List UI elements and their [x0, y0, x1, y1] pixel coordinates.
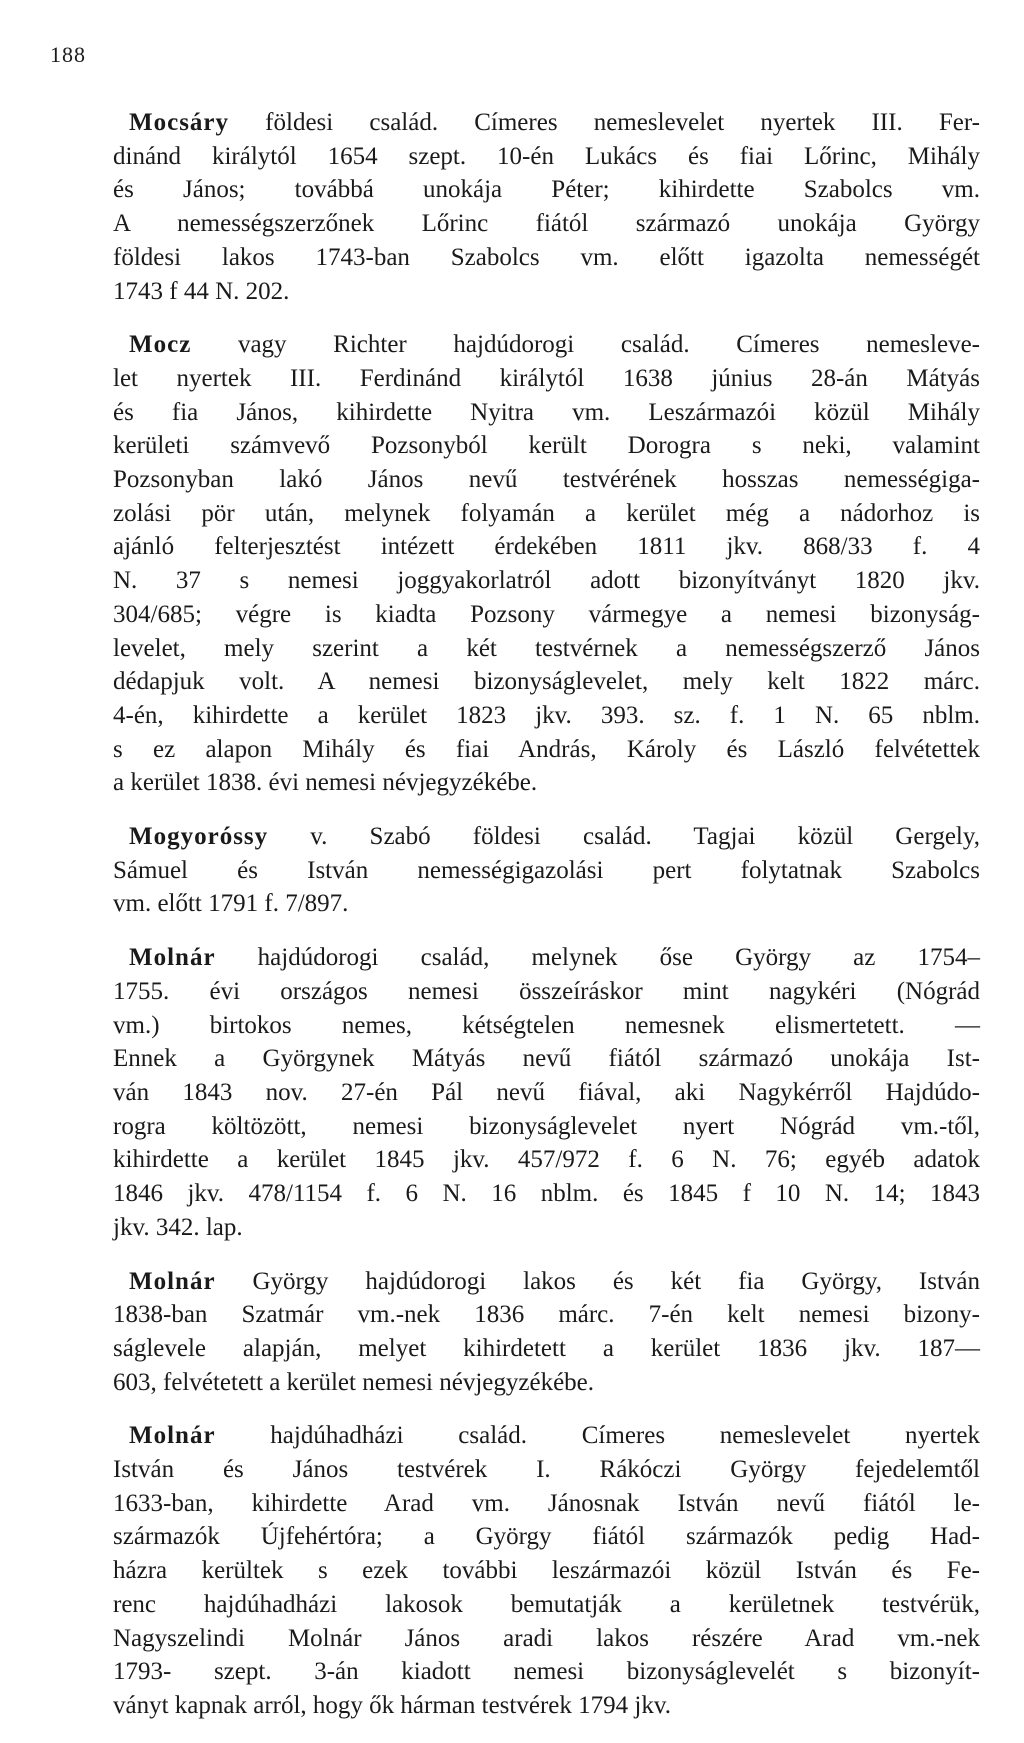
line-text: A nemességszerzőnek Lőrinc fiától származó unokája György [113, 210, 980, 238]
text-line [113, 1177, 980, 1211]
line-text: Ennek a Györgynek Mátyás nevű fiától származó unokája Ist- [113, 1045, 980, 1073]
text-line [113, 632, 980, 666]
line-text: Nagyszelindi Molnár János aradi lakos részére Arad vm.-nek [113, 1624, 980, 1652]
text-line [113, 1453, 980, 1487]
line-text: zolási pör után, melynek folyamán a kerület még a nádorhoz is [113, 499, 980, 527]
entry-headword: Mocsáry [129, 109, 230, 136]
line-text: ajánló felterjesztést intézett érdekében 1811 jkv. 868/33 f. 4 [113, 533, 980, 561]
line-text: 1743 f 44 N. 202. [113, 277, 290, 305]
line-text: hajdúdorogi család, melynek őse György az 1754– [215, 944, 980, 972]
text-line [113, 1554, 980, 1588]
line-text: s ez alapon Mihály és fiai András, Károly és László felvétettek [113, 735, 980, 763]
text-line [113, 1143, 980, 1177]
line-text: dinánd királytól 1654 szept. 10-én Lukács és fiai Lőrinc, Mihály [113, 142, 980, 170]
line-text: kerületi számvevő Pozsonyból került Dorogra s neki, valamint [113, 432, 980, 460]
line-text: ván 1843 nov. 27-én Pál nevű fiával, aki Nagykérről Hajdúdo- [113, 1078, 980, 1106]
line-text: földesi lakos 1743-ban Szabolcs vm. előtt igazolta nemességét [113, 243, 980, 271]
line-text: v. Szabó földesi család. Tagjai közül Gergely, [268, 823, 980, 851]
text-line [113, 564, 980, 598]
line-text: a kerület 1838. évi nemesi névjegyzékébe. [113, 769, 538, 797]
text-line [113, 1689, 980, 1723]
line-text: levelet, mely szerint a két testvérnek a nemességszerző János [113, 634, 980, 662]
line-text: István és János testvérek I. Rákóczi György fejedelemtől [113, 1456, 980, 1484]
line-text: György hajdúdorogi lakos és két fia György, István [215, 1267, 980, 1295]
text-line [113, 1265, 980, 1299]
line-text: 1838-ban Szatmár vm.-nek 1836 márc. 7-én kelt nemesi bizony- [113, 1301, 980, 1329]
line-text: renc hajdúhadházi lakosok bemutatják a kerületnek testvérük, [113, 1590, 980, 1618]
line-text: 1793- szept. 3-án kiadott nemesi bizonyságlevelét s bizonyít- [113, 1658, 980, 1686]
line-text: Pozsonyban lakó János nevű testvérének hosszas nemességiga- [113, 466, 980, 494]
text-line [113, 766, 980, 800]
text-line [113, 699, 980, 733]
text-line [113, 396, 980, 430]
line-text: 1846 jkv. 478/1154 f. 6 N. 16 nblm. és 1845 f 10 N. 14; 1843 [113, 1180, 980, 1208]
text-line [113, 1009, 980, 1043]
line-text: kihirdette a kerület 1845 jkv. 457/972 f. 6 N. 76; egyéb adatok [113, 1146, 980, 1174]
entry-headword: Molnár [129, 944, 216, 972]
line-text: 4-én, kihirdette a kerület 1823 jkv. 393. sz. f. 1 N. 65 nblm. [113, 701, 980, 729]
line-text: 603, felvétetett a kerület nemesi névjegyzékébe. [113, 1368, 595, 1396]
entry-headword: Molnár [129, 1422, 216, 1450]
text-line [113, 1622, 980, 1656]
line-text: és János; továbbá unokája Péter; kihirdette Szabolcs vm. [113, 176, 980, 204]
entry-paragraph [113, 1265, 980, 1400]
text-line [113, 1211, 980, 1245]
text-line [113, 1366, 980, 1400]
line-text: földesi család. Címeres nemeslevelet nyertek III. Fer- [229, 109, 980, 136]
text-line [113, 1042, 980, 1076]
entry-paragraph [113, 106, 980, 308]
entry-paragraph [113, 328, 980, 800]
text-line [113, 820, 980, 854]
text-line [113, 140, 980, 174]
line-text: 1633-ban, kihirdette Arad vm. Jánosnak István nevű fiától le- [113, 1489, 980, 1517]
text-line [113, 328, 980, 362]
entry-headword: Mocz [129, 331, 192, 359]
line-text: házra kerültek s ezek további leszármazói közül István és Fe- [113, 1557, 980, 1585]
text-line [113, 1588, 980, 1622]
entry-paragraph [113, 820, 980, 921]
text-line [113, 1419, 980, 1453]
line-text: dédapjuk volt. A nemesi bizonyságlevelet, mely kelt 1822 márc. [113, 668, 980, 696]
line-text: jkv. 342. lap. [113, 1213, 243, 1241]
text-line [113, 887, 980, 921]
line-text: vagy Richter hajdúdorogi család. Címeres nemesleve- [191, 331, 980, 359]
text-line [113, 854, 980, 888]
line-text: ságlevele alapján, melyet kihirdetett a kerület 1836 jkv. 187— [113, 1334, 980, 1362]
entry-paragraph [113, 1419, 980, 1722]
line-text: hajdúhadházi család. Címeres nemeslevelet nyertek [215, 1422, 980, 1450]
line-text: 304/685; végre is kiadta Pozsony vármegye a nemesi bizonyság- [113, 600, 980, 628]
text-line [113, 665, 980, 699]
text-line [113, 429, 980, 463]
text-line [113, 207, 980, 241]
text-line [113, 106, 980, 140]
line-text: vm.) birtokos nemes, kétségtelen nemesnek elismertetett. — [113, 1011, 980, 1039]
text-line [113, 733, 980, 767]
line-text: vm. előtt 1791 f. 7/897. [113, 890, 349, 918]
text-line [113, 497, 980, 531]
line-text: N. 37 s nemesi joggyakorlatról adott bizonyítványt 1820 jkv. [113, 567, 980, 595]
text-line [113, 241, 980, 275]
text-line [113, 975, 980, 1009]
text-line [113, 1332, 980, 1366]
entry-headword: Molnár [129, 1267, 216, 1295]
line-text: és fia János, kihirdette Nyitra vm. Leszármazói közül Mihály [113, 398, 980, 426]
page-body [113, 106, 980, 1743]
text-line [113, 1076, 980, 1110]
text-line [113, 1487, 980, 1521]
page-number: 188 [50, 42, 86, 67]
line-text: let nyertek III. Ferdinánd királytól 1638 június 28-án Mátyás [113, 364, 980, 392]
text-line [113, 1520, 980, 1554]
text-line [113, 463, 980, 497]
text-line [113, 1110, 980, 1144]
entry-paragraph [113, 941, 980, 1244]
text-line [113, 530, 980, 564]
line-text: ványt kapnak arról, hogy ők hárman testvérek 1794 jkv. [113, 1691, 671, 1719]
line-text: származók Újfehértóra; a György fiától származók pedig Had- [113, 1523, 980, 1551]
text-line [113, 173, 980, 207]
text-line [113, 362, 980, 396]
text-line [113, 1655, 980, 1689]
text-line [113, 941, 980, 975]
line-text: 1755. évi országos nemesi összeíráskor mint nagykéri (Nógrád [113, 977, 980, 1005]
text-line [113, 598, 980, 632]
line-text: Sámuel és István nemességigazolási pert folytatnak Szabolcs [113, 856, 980, 884]
text-line [113, 275, 980, 309]
line-text: rogra költözött, nemesi bizonyságlevelet nyert Nógrád vm.-től, [113, 1112, 980, 1140]
text-line [113, 1298, 980, 1332]
entry-headword: Mogyoróssy [129, 823, 269, 851]
